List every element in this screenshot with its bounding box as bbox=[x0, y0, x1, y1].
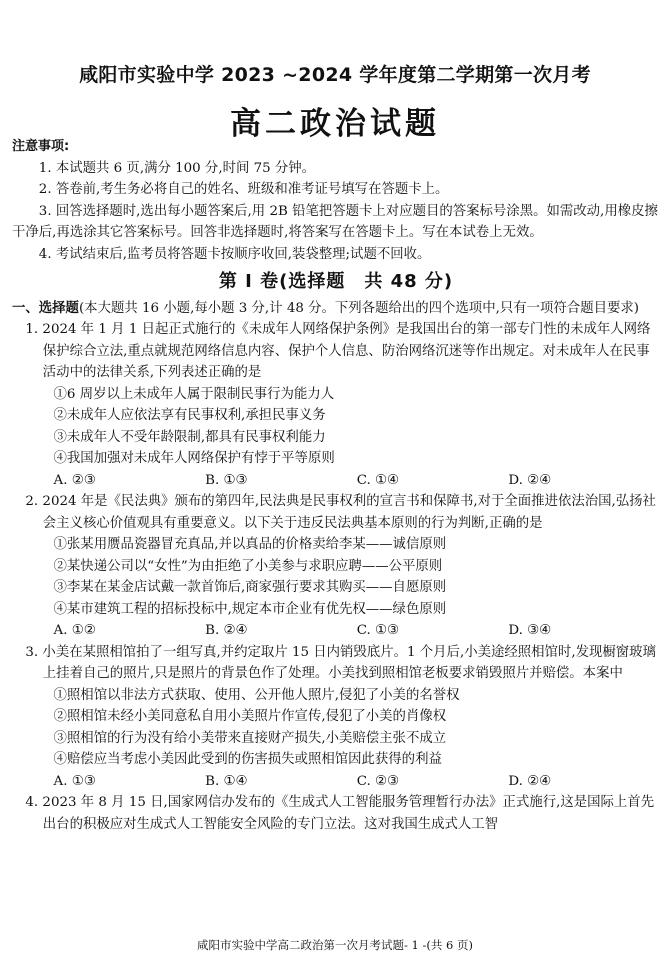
page-footer: 咸阳市实验中学高二政治第一次月考试题- 1 -(共 6 页) bbox=[197, 938, 473, 952]
statement-item: ②照相馆未经小美同意私自用小美照片作宣传,侵犯了小美的肖像权 bbox=[53, 709, 447, 724]
school-title: 咸阳市实验中学 2023 ~2024 学年度第二学期第一次月考 bbox=[79, 64, 591, 86]
question-stem: 2. 2024 年是《民法典》颁布的第四年,民法典是民事权利的宣言书和保障书,对于全面推进依法治国,弘扬社会主义核心价值观具有重要意义。以下关于违反民法典基本原则的行为判断,正确的是 bbox=[25, 494, 656, 531]
statement-item: ③李某在某金店试戴一款首饰后,商家强行要求其购买——自愿原则 bbox=[53, 580, 447, 595]
option-b: B. ①④ bbox=[205, 773, 248, 789]
option-a: A. ①② bbox=[53, 623, 96, 638]
question bbox=[12, 491, 660, 642]
statement-item: ③未成年人不受年龄限制,都具有民事权利能力 bbox=[53, 429, 326, 445]
statement-item: ④某市建筑工程的招标投标中,规定本市企业有优先权——绿色原则 bbox=[53, 601, 447, 617]
question-stem: 4. 2023 年 8 月 15 日,国家网信办发布的《生成式人工智能服务管理暂行办法》正式施行,这是国际上首先出台的积极应对生成式人工智能安全风险的专门立法。这对我国生成式人工智 bbox=[25, 795, 655, 832]
exam-body bbox=[12, 136, 660, 835]
exam-title: 高二政治试题 bbox=[230, 106, 440, 142]
notice-item: 2. 答卷前,考生务必将自己的姓名、班级和准考证号填写在答题卡上。 bbox=[38, 182, 449, 197]
notice-item: 4. 考试结束后,监考员将答题卡按顺序收回,装袋整理;试题不回收。 bbox=[38, 246, 431, 262]
option-a: A. ②③ bbox=[53, 472, 96, 488]
option-c: C. ①③ bbox=[356, 623, 400, 638]
section-description: (本大题共 16 小题,每小题 3 分,计 48 分。下列各题给出的四个选项中,只有一项符合题目要求) bbox=[78, 300, 639, 316]
option-b: B. ①③ bbox=[205, 472, 248, 488]
answer-options bbox=[12, 771, 660, 793]
section-heading bbox=[12, 298, 660, 320]
notice-item: 1. 本试题共 6 页,满分 100 分,时间 75 分钟。 bbox=[38, 160, 316, 176]
statement-item: ④我国加强对未成年人网络保护有悖于平等原则 bbox=[53, 451, 335, 466]
statement-item: ③照相馆的行为没有给小美带来直接财产损失,小美赔偿主张不成立 bbox=[53, 730, 447, 746]
option-d: D. ②④ bbox=[508, 472, 552, 488]
statement-item: ②未成年人应依法享有民事权利,承担民事义务 bbox=[53, 408, 326, 423]
option-d: D. ②④ bbox=[508, 773, 552, 789]
option-b: B. ②④ bbox=[205, 623, 248, 638]
option-a: A. ①③ bbox=[53, 773, 96, 789]
statement-item: ①6 周岁以上未成年人属于限制民事行为能力人 bbox=[53, 386, 335, 402]
question bbox=[12, 319, 660, 491]
notice-item: 3. 回答选择题时,选出每小题答案后,用 2B 铅笔把答题卡上对应题目的答案标号涂黑。如需改动,用橡皮擦干净后,再选涂其它答案标号。回答非选择题时,将答案写在答题卡上。写在本试卷上无效。 bbox=[12, 203, 658, 240]
statement-item: ④赔偿应当考虑小美因此受到的伤害损失或照相馆因此获得的利益 bbox=[53, 752, 442, 767]
question-stem: 3. 小美在某照相馆拍了一组写真,并约定取片 15 日内销毁底片。1 个月后,小美途经照相馆时,发现橱窗玻璃上挂着自己的照片,只是照片的背景色作了处理。小美找到照相馆老板要求销毁照片并赔偿。本案中 bbox=[25, 644, 656, 681]
part-title: 第 Ⅰ 卷(选择题 共 48 分) bbox=[218, 271, 454, 292]
option-d: D. ③④ bbox=[508, 623, 552, 638]
statement-item: ①张某用赝品瓷器冒充真品,并以真品的价格卖给李某——诚信原则 bbox=[53, 537, 447, 552]
option-c: C. ①④ bbox=[356, 472, 400, 488]
section-label: 一、选择题 bbox=[12, 300, 79, 316]
statement-item: ①照相馆以非法方式获取、使用、公开他人照片,侵犯了小美的名誉权 bbox=[53, 687, 460, 703]
answer-options bbox=[12, 470, 660, 492]
question-stem: 1. 2024 年 1 月 1 日起正式施行的《未成年人网络保护条例》是我国出台的第一部专门性的未成年人网络保护综合立法,重点就规范网络信息内容、保护个人信息、防治网络沉迷等作出规定。对未成年人在民事活动中的法律关系,下列表述正确的是 bbox=[25, 322, 651, 380]
question bbox=[12, 642, 660, 793]
question bbox=[12, 792, 660, 835]
notice-heading: 注意事项: bbox=[12, 139, 70, 154]
option-c: C. ②③ bbox=[356, 773, 400, 789]
answer-options bbox=[12, 620, 660, 642]
statement-item: ②某快递公司以“女性”为由拒绝了小美参与求职应聘——公平原则 bbox=[53, 558, 443, 574]
